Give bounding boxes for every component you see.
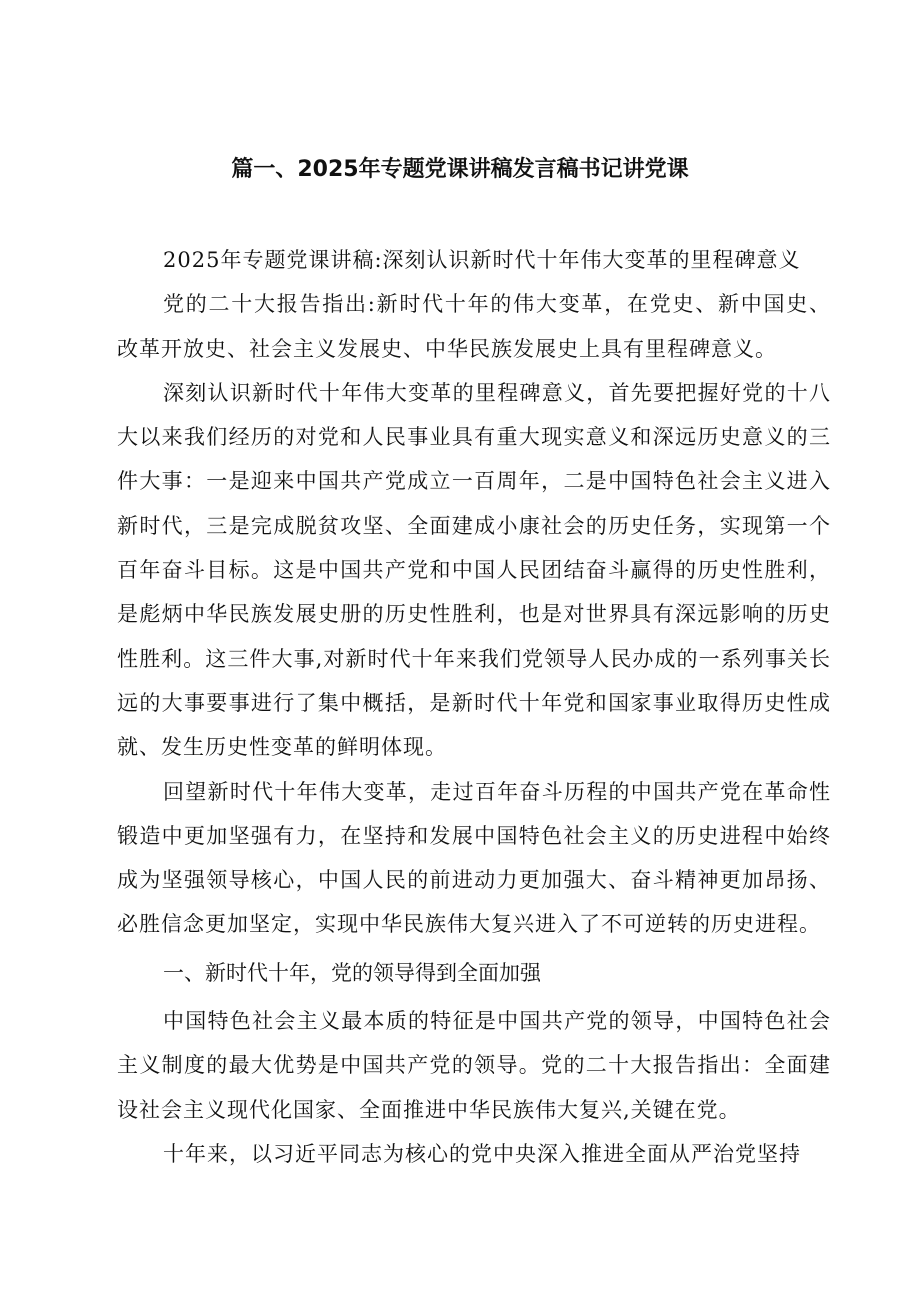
subtitle-paragraph: 2025年专题党课讲稿:深刻认识新时代十年伟大变革的里程碑意义 [163,248,801,272]
body-paragraph: 深刻认识新时代十年伟大变革的里程碑意义，首先要把握好党的十八大以来我们经历的对党和人民事业具有重大现实意义和深远历史意义的三件大事：一是迎来中国共产党成立一百周年，二是中国特色社会主义进入新时代，三是完成脱贫攻坚、全面建成小康社会的历史任务，实现第一个百年奋斗目标。这是中国共产党和中国人民团结奋斗赢得的历史性胜利，是彪炳中华民族发展史册的历史性胜利，也是对世界具有深远影响的历史性胜利。这三件大事,对新时代十年来我们党领导人民办成的一系列事关长远的大事要事进行了集中概括，是新时代十年党和国家事业取得历史性成就、发生历史性变革的鲜明体现。 [117,380,831,760]
document-title: 篇一、2025年专题党课讲稿发言稿书记讲党课 [231,157,689,182]
section-heading: 一、新时代十年，党的领导得到全面加强 [163,960,541,985]
body-paragraph: 中国特色社会主义最本质的特征是中国共产党的领导，中国特色社会主义制度的最大优势是中国共产党的领导。党的二十大报告指出：全面建设社会主义现代化国家、全面推进中华民族伟大复兴,关键在党。 [117,1009,831,1122]
body-paragraph: 十年来，以习近平同志为核心的党中央深入推进全面从严治党坚持 [163,1141,801,1166]
body-paragraph: 党的二十大报告指出:新时代十年的伟大变革，在党史、新中国史、改革开放史、社会主义发展史、中华民族发展史上具有里程碑意义。 [117,292,831,361]
body-paragraph: 回望新时代十年伟大变革，走过百年奋斗历程的中国共产党在革命性锻造中更加坚强有力，在坚持和发展中国特色社会主义的历史进程中始终成为坚强领导核心，中国人民的前进动力更加强大、奋斗精神更加昂扬、必胜信念更加坚定，实现中华民族伟大复兴进入了不可逆转的历史进程。 [117,779,831,937]
document-body [117,238,831,1176]
